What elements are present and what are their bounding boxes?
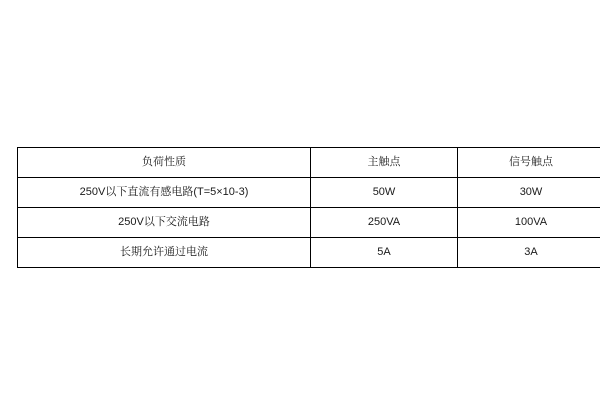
- header-load-nature: 负荷性质: [18, 148, 311, 178]
- cell-load-nature: 长期允许通过电流: [18, 238, 311, 268]
- contact-capacity-table: [17, 147, 600, 268]
- cell-load-nature: 250V以下直流有感电路(T=5×10-3): [18, 178, 311, 208]
- table-row: [18, 238, 600, 268]
- table-header-row: [18, 148, 600, 178]
- spec-table-container: [17, 147, 583, 268]
- header-main-contact: 主触点: [311, 148, 458, 178]
- cell-main-contact: 50W: [311, 178, 458, 208]
- table-row: [18, 208, 600, 238]
- table-row: [18, 178, 600, 208]
- cell-signal-contact: 100VA: [458, 208, 600, 238]
- cell-signal-contact: 30W: [458, 178, 600, 208]
- cell-main-contact: 5A: [311, 238, 458, 268]
- cell-load-nature: 250V以下交流电路: [18, 208, 311, 238]
- cell-signal-contact: 3A: [458, 238, 600, 268]
- header-signal-contact: 信号触点: [458, 148, 600, 178]
- cell-main-contact: 250VA: [311, 208, 458, 238]
